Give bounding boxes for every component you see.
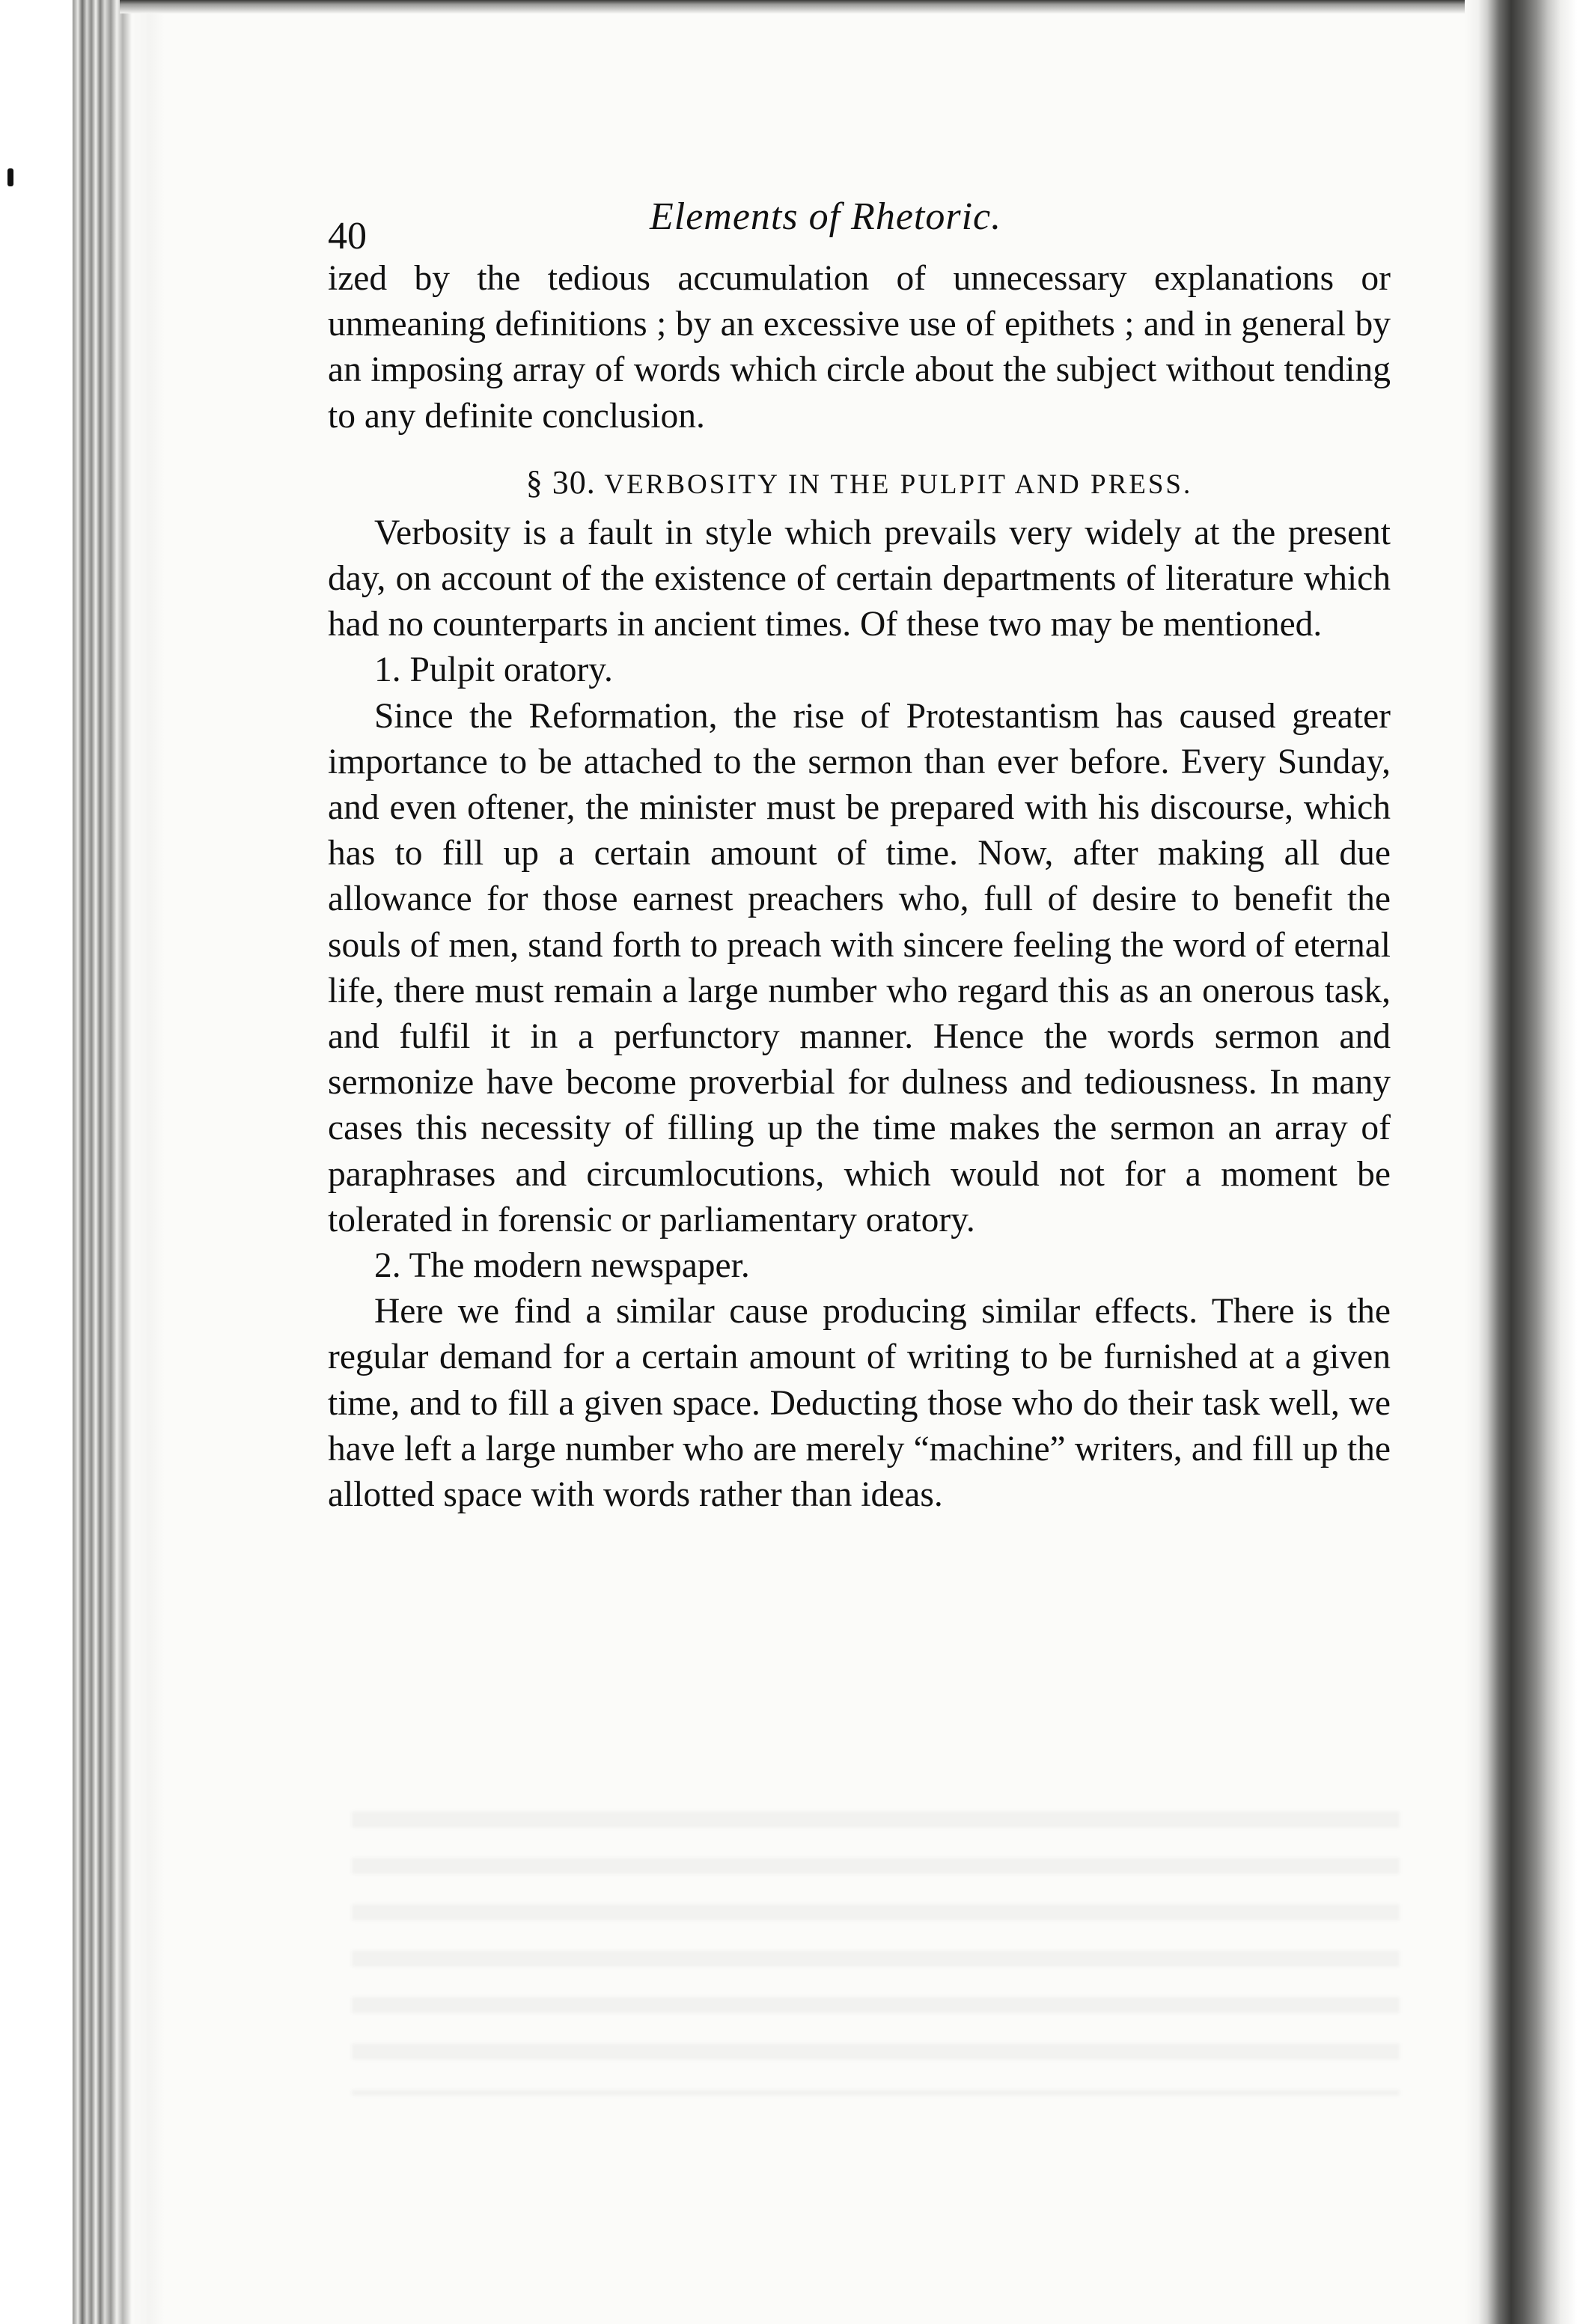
continued-paragraph: ized by the tedious accumulation of unnecessary explanations or unmeaning definitions ; by an excessive use of epithets ; and in general by an imposing array of words which circle about the subject without tending to any definite conclusion. (328, 259, 1391, 436)
section-number: § 30. (525, 463, 596, 501)
binding-mark (7, 168, 13, 186)
section-heading (328, 463, 1391, 501)
pulpit-paragraph: Since the Reformation, the rise of Protestantism has caused greater importance to be attached to the sermon than ever before. Every Sunday, and even oftener, the minister must be prepared with his discourse, which has to fill up a certain amount of time. Now, after making all due allowance for those earnest preachers who, full of desire to benefit the souls of men, stand forth to preach with sincere feeling the word of eternal life, there must remain a large number who regard this as an onerous task, and fulfil it in a perfunctory manner. Hence the words sermon and sermonize have become proverbial for dulness and tediousness. In many cases this necessity of filling up the time makes the sermon an array of paraphrases and circumlocutions, which would not for a moment be tolerated in forensic or parliamentary oratory. (328, 696, 1391, 1239)
book-title: Elements of Rhetoric. (650, 195, 1002, 238)
page-content (328, 195, 1391, 1518)
bleed-through-text (352, 1781, 1400, 2096)
intro-paragraph: Verbosity is a fault in style which prevails very widely at the present day, on account of the existence of certain departments of literature which had no counterparts in ancient times. Of these two may be mentioned. (328, 513, 1391, 644)
newspaper-paragraph: Here we find a similar cause producing similar effects. There is the regular demand for a certain amount of writing to be furnished at a given time, and to fill a given space. Deducting those who do their task well, we have left a large number who are merely “machine” writers, and fill up the allotted space with words rather than ideas. (328, 1292, 1391, 1515)
top-page-edge (120, 0, 1482, 13)
list-item-pulpit: 1. Pulpit oratory. (374, 650, 613, 690)
right-page-edge-shadow (1465, 0, 1577, 2324)
list-item-newspaper: 2. The modern newspaper. (374, 1246, 750, 1286)
page-number: 40 (328, 215, 367, 257)
section-title: VERBOSITY IN THE PULPIT AND PRESS. (604, 469, 1193, 500)
book-binding-edge (0, 0, 165, 2324)
running-head (328, 195, 1391, 256)
